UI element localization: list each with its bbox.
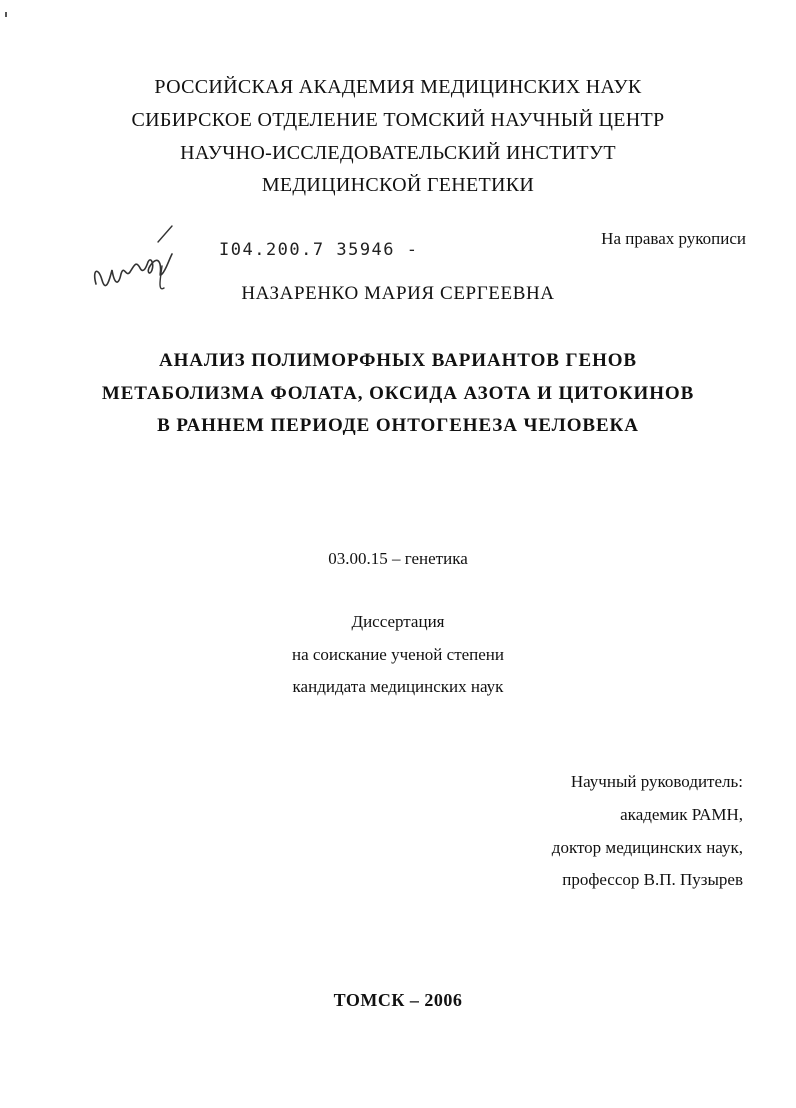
institution-line-4: МЕДИЦИНСКОЙ ГЕНЕТИКИ — [261, 174, 535, 196]
supervisor-line-4: профессор В.П. Пузырев — [562, 870, 743, 889]
scan-artifact — [5, 12, 7, 17]
institution-line-2: СИБИРСКОЕ ОТДЕЛЕНИЕ ТОМСКИЙ НАУЧНЫЙ ЦЕНТР — [131, 109, 665, 131]
city-year: ТОМСК – 2006 — [333, 990, 463, 1010]
registration-stamp-number: I04.200.7 35946 - — [219, 240, 419, 260]
supervisor-line-3: доктор медицинских наук, — [551, 838, 743, 857]
specialty-code: 03.00.15 – генетика — [328, 549, 468, 568]
institution-line-1: РОССИЙСКАЯ АКАДЕМИЯ МЕДИЦИНСКИХ НАУК — [154, 76, 642, 98]
title-line-1: АНАЛИЗ ПОЛИМОРФНЫХ ВАРИАНТОВ ГЕНОВ — [159, 350, 637, 371]
author-name: НАЗАРЕНКО МАРИЯ СЕРГЕЕВНА — [241, 283, 555, 304]
manuscript-rights-label: На правах рукописи — [601, 229, 746, 248]
institution-line-3: НАУЧНО-ИССЛЕДОВАТЕЛЬСКИЙ ИНСТИТУТ — [180, 142, 616, 164]
degree-line-1: Диссертация — [351, 612, 445, 631]
title-line-3: В РАННЕМ ПЕРИОДЕ ОНТОГЕНЕЗА ЧЕЛОВЕКА — [157, 415, 639, 436]
supervisor-line-1: Научный руководитель: — [570, 772, 743, 791]
title-line-2: МЕТАБОЛИЗМА ФОЛАТА, ОКСИДА АЗОТА И ЦИТОКИНОВ — [101, 383, 695, 404]
degree-line-2: на соискание ученой степени — [291, 645, 505, 664]
supervisor-line-2: академик РАМН, — [620, 805, 743, 824]
degree-line-3: кандидата медицинских наук — [292, 677, 504, 696]
